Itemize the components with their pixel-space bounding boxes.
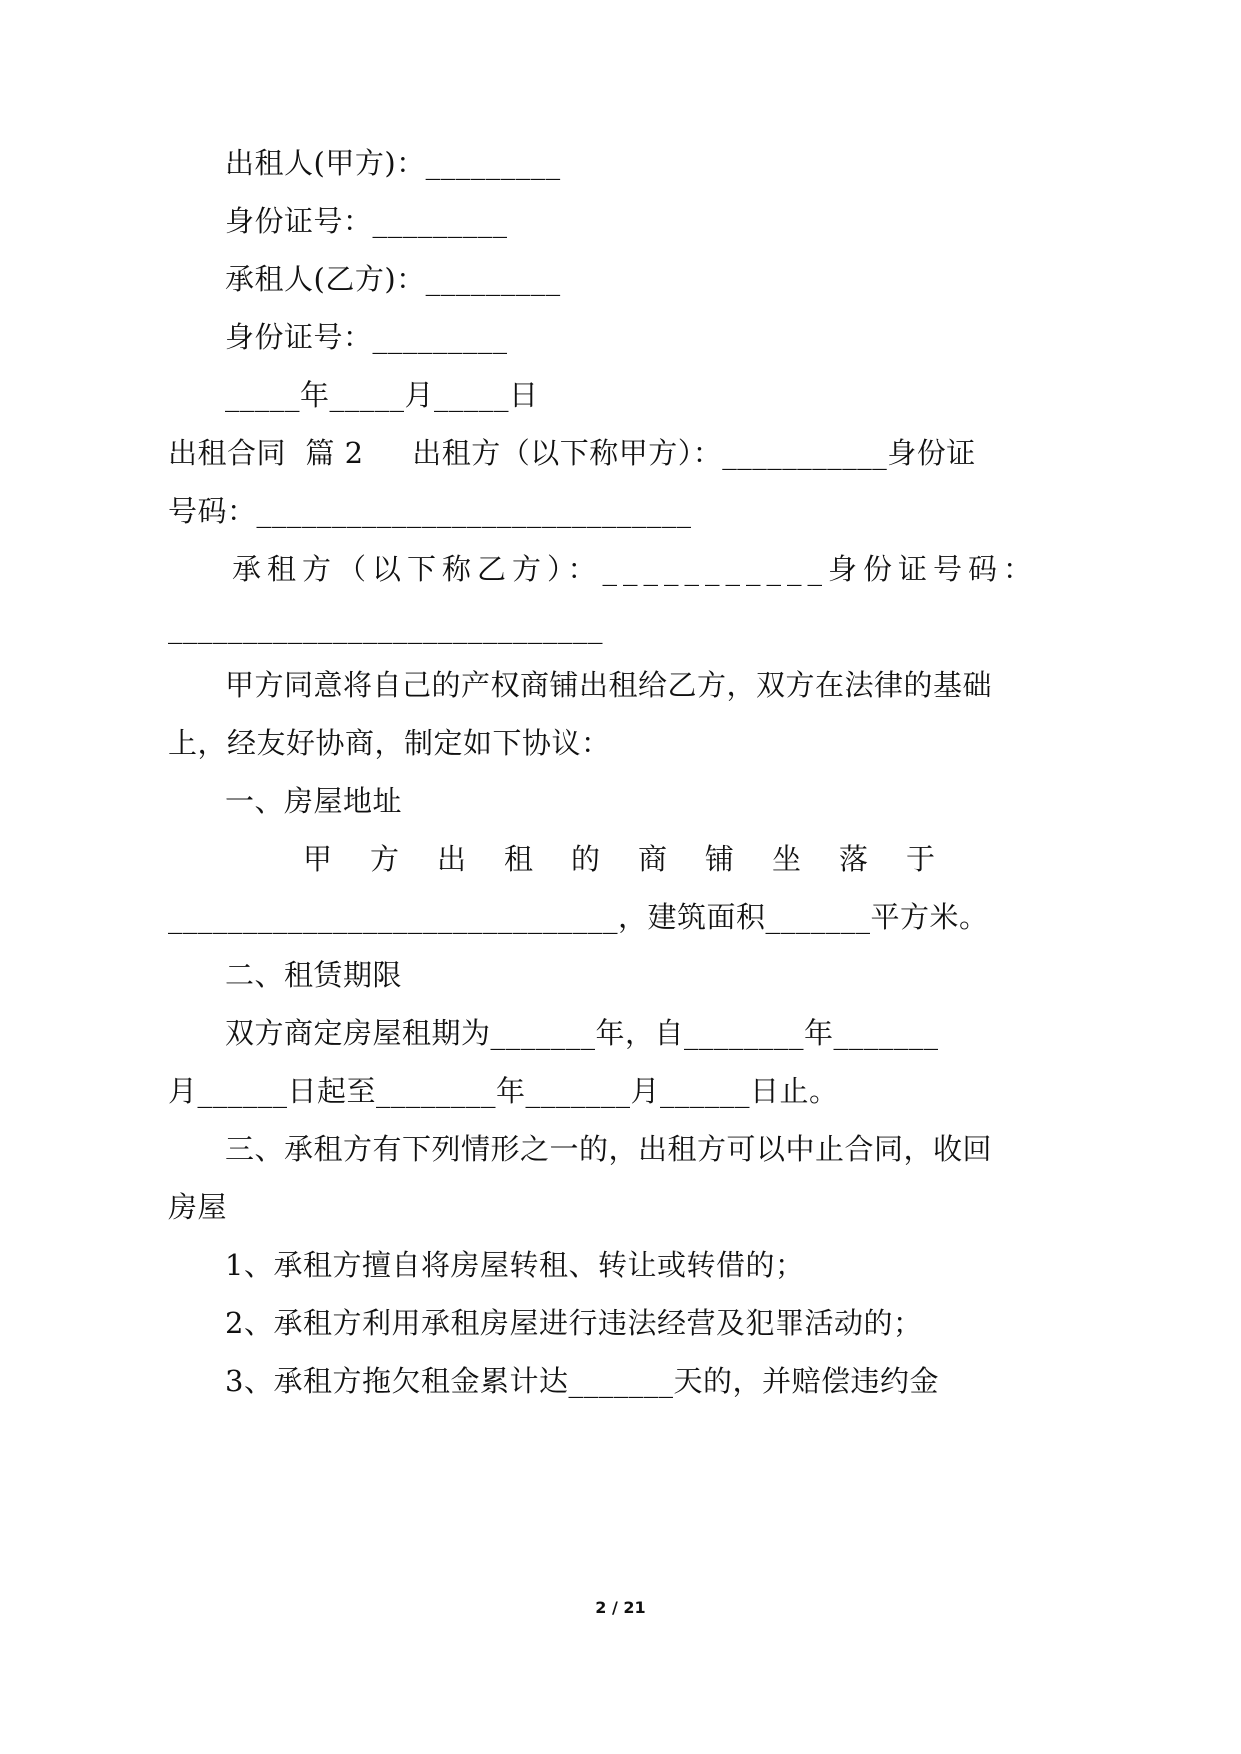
section-heading-address: 一、房屋地址 bbox=[225, 784, 403, 818]
lessor-id-number-line: 号码：_____________________________ bbox=[168, 494, 692, 528]
lessee-id-number-line: _____________________________ bbox=[168, 610, 603, 644]
clause-item-3: 3、承租方拖欠租金累计达_______天的，并赔偿违约金 bbox=[225, 1364, 939, 1398]
address-paragraph: 甲方出租的商铺坐落于 bbox=[303, 842, 974, 876]
clause-item-1: 1、承租方擅自将房屋转租、转让或转借的； bbox=[225, 1248, 805, 1282]
clause-item-2: 2、承租方利用承租房屋进行违法经营及犯罪活动的； bbox=[225, 1306, 923, 1340]
termination-continuation: 房屋 bbox=[168, 1190, 228, 1224]
lessee-id-line: 身份证号：_________ bbox=[225, 320, 508, 354]
agreement-intro-continuation: 上，经友好协商，制定如下协议： bbox=[168, 726, 611, 760]
term-paragraph: 双方商定房屋租期为_______年，自________年_______ bbox=[225, 1016, 939, 1050]
section-heading-term: 二、租赁期限 bbox=[225, 958, 403, 992]
page-number: 2 / 21 bbox=[595, 1598, 646, 1617]
contract-section-heading: 出租合同 篇 2 出租方（以下称甲方）：___________身份证 bbox=[168, 436, 976, 470]
address-blank-line: ______________________________，建筑面积_______平方米。 bbox=[168, 900, 989, 934]
term-paragraph-continuation: 月______日起至________年_______月______日止。 bbox=[168, 1074, 839, 1108]
lessor-line: 出租人(甲方)：_________ bbox=[225, 146, 561, 180]
lessee-party-line: 承租方（以下称乙方）：___________身份证号码： bbox=[232, 552, 1039, 586]
agreement-intro-paragraph: 甲方同意将自己的产权商铺出租给乙方，双方在法律的基础 bbox=[225, 668, 993, 702]
date-line: _____年_____月_____日 bbox=[225, 378, 539, 412]
section-heading-termination: 三、承租方有下列情形之一的，出租方可以中止合同，收回 bbox=[225, 1132, 993, 1166]
lessor-id-line: 身份证号：_________ bbox=[225, 204, 508, 238]
lessee-line: 承租人(乙方)：_________ bbox=[225, 262, 561, 296]
